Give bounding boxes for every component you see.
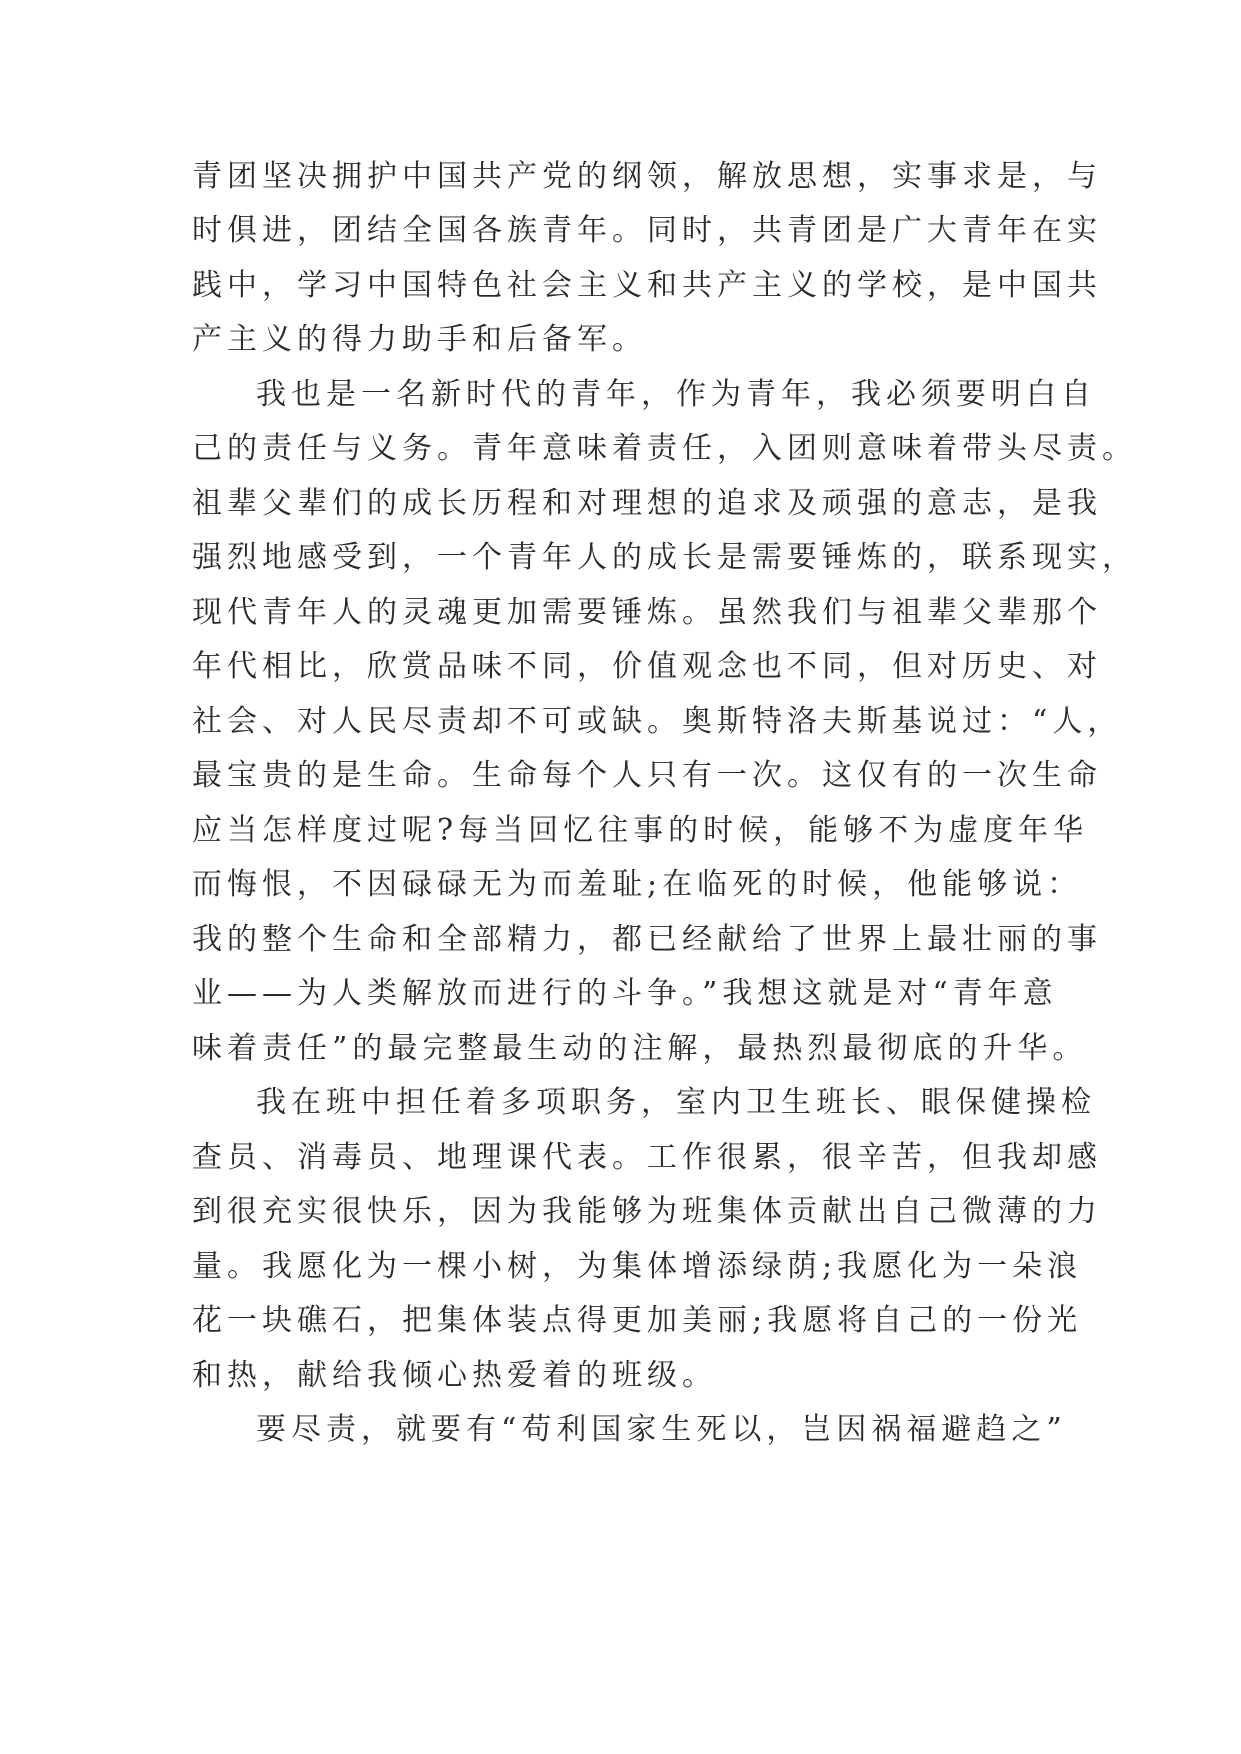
paragraph-first-line: 要尽责，就要有“苟利国家生死以，岂因祸福避趋之” [256,1412,1067,1447]
text-line: 祖辈父辈们的成长历程和对理想的追求及顽强的意志，是我 [192,486,1102,521]
text-line: 时俱进，团结全国各族青年。同时，共青团是广大青年在实 [192,213,1102,248]
text-line: 量。我愿化为一棵小树，为集体增添绿荫;我愿化为一朵浪 [192,1249,1083,1284]
text-line: 到很充实很快乐，因为我能够为班集体贡献出自己微薄的力 [192,1194,1102,1229]
text-line: 青团坚决拥护中国共产党的纲领，解放思想，实事求是，与 [192,159,1102,194]
text-line: 践中，学习中国特色社会主义和共产主义的学校，是中国共 [192,268,1102,303]
text-line: 己的责任与义务。青年意味着责任，入团则意味着带头尽责。 [192,431,1137,466]
text-line: 查员、消毒员、地理课代表。工作很累，很辛苦，但我却感 [192,1140,1102,1175]
text-line: 最宝贵的是生命。生命每个人只有一次。这仅有的一次生命 [192,758,1102,793]
text-line: 花一块礁石，把集体装点得更加美丽;我愿将自己的一份光 [192,1303,1083,1338]
text-line: 味着责任”的最完整最生动的注解，最热烈最彻底的升华。 [192,1031,1088,1066]
text-line: 社会、对人民尽责却不可或缺。奥斯特洛夫斯基说过：“人， [192,704,1123,739]
text-line: 产主义的得力助手和后备军。 [192,322,647,357]
text-line: 现代青年人的灵魂更加需要锤炼。虽然我们与祖辈父辈那个 [192,595,1102,630]
text-line: 和热，献给我倾心热爱着的班级。 [192,1358,717,1393]
paragraph-first-line: 我在班中担任着多项职务，室内卫生班长、眼保健操检 [256,1085,1096,1120]
text-line: 年代相比，欣赏品味不同，价值观念也不同，但对历史、对 [192,649,1102,684]
text-line: 应当怎样度过呢?每当回忆往事的时候，能够不为虚度年华 [192,813,1089,848]
text-line: 业——为人类解放而进行的斗争。”我想这就是对“青年意 [192,976,1058,1011]
text-line: 而悔恨，不因碌碌无为而羞耻;在临死的时候，他能够说： [192,867,1083,902]
text-line: 强烈地感受到，一个青年人的成长是需要锤炼的，联系现实， [192,540,1137,575]
text-line: 我的整个生命和全部精力，都已经献给了世界上最壮丽的事 [192,922,1102,957]
paragraph-first-line: 我也是一名新时代的青年，作为青年，我必须要明白自 [256,377,1096,412]
